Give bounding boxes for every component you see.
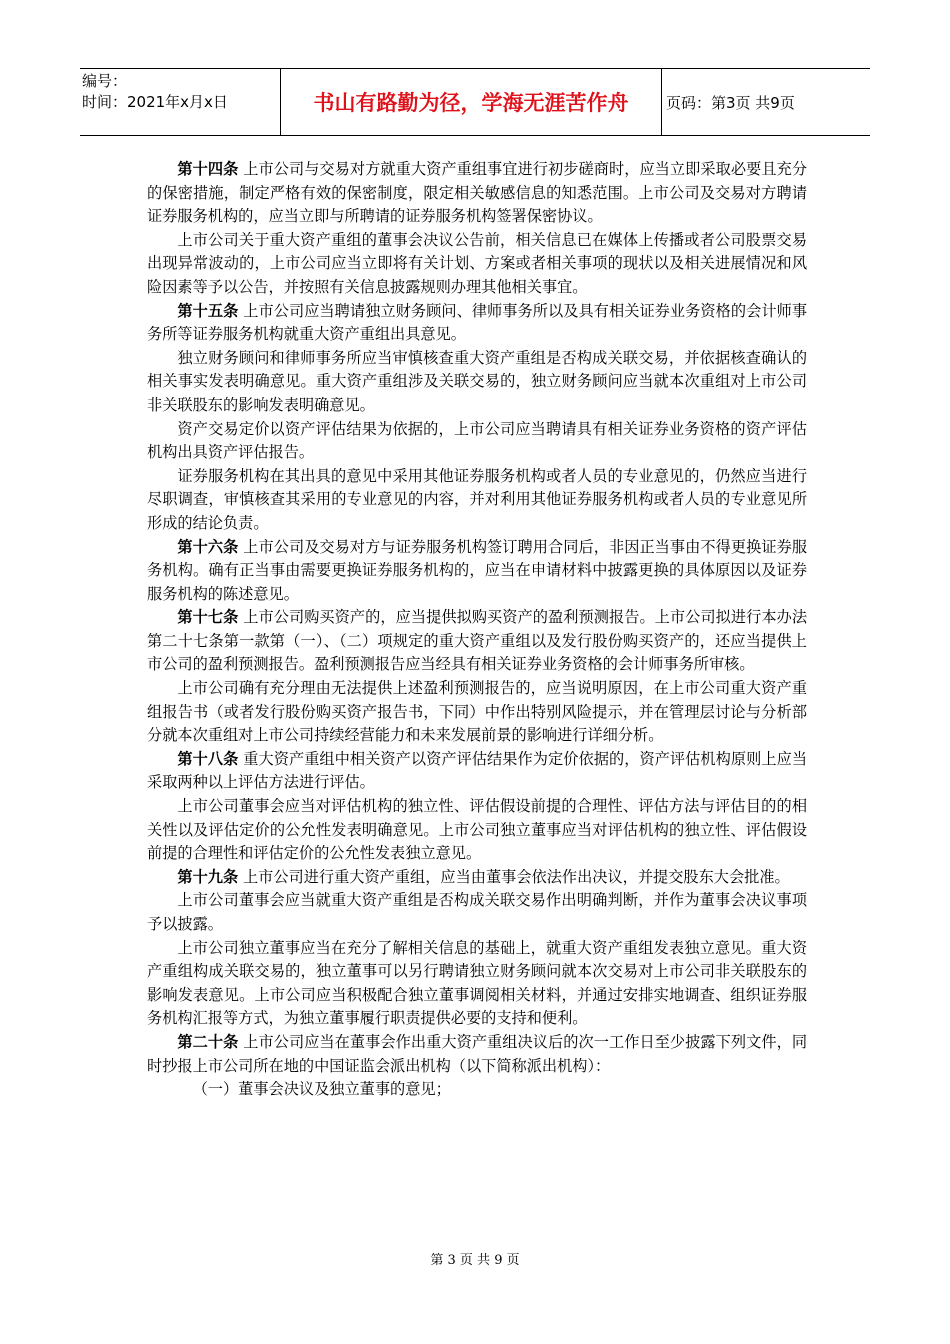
paragraph: 第十五条 上市公司应当聘请独立财务顾问、律师事务所以及具有相关证券业务资格的会计师事务所等证券服务机构就重大资产重组出具意见。 [147,301,808,344]
article-heading: 第十七条 [177,608,239,627]
paragraph: 上市公司董事会应当对评估机构的独立性、评估假设前提的合理性、评估方法与评估目的的相关性以及评估定价的公允性发表明确意见。上市公司独立董事应当对评估机构的独立性、评估假设前提的合理性和评估定价的公允性发表独立意见。 [147,797,807,863]
paragraph: 第十六条 上市公司及交易对方与证券服务机构签订聘用合同后，非因正当事由不得更换证券服务机构。确有正当事由需要更换证券服务机构的，应当在申请材料中披露更换的具体原因以及证券服务机构的陈述意见。 [147,537,808,603]
article-heading: 第十四条 [177,160,239,178]
header-page-label: 页码：第3页 共9页 [666,93,795,112]
paragraph: 资产交易定价以资产评估结果为依据的，上市公司应当聘请具有相关证券业务资格的资产评估机构出具资产评估报告。 [147,419,807,462]
paragraph: 上市公司独立董事应当在充分了解相关信息的基础上，就重大资产重组发表独立意见。重大资产重组构成关联交易的，独立董事可以另行聘请独立财务顾问就本次交易对上市公司非关联股东的影响发表意见。上市公司应当积极配合独立董事调阅相关材料，并通过安排实地调查、组织证券服务机构汇报等方式，为独立董事履行职责提供必要的支持和便利。 [147,938,807,1028]
article-heading: 第十五条 [177,301,239,320]
article-heading: 第十九条 [177,867,239,886]
list-item: （一）董事会决议及独立董事的意见； [192,1080,451,1099]
page-footer: 第 3 页 共 9 页 [430,1253,520,1268]
article-heading: 第二十条 [177,1032,239,1051]
header-motto: 书山有路勤为径，学海无涯苦作舟 [280,69,662,135]
paragraph: 第二十条 上市公司应当在董事会作出重大资产重组决议后的次一工作日至少披露下列文件，同时抄报上市公司所在地的中国证监会派出机构（以下简称派出机构）： [147,1032,808,1075]
paragraph: 独立财务顾问和律师事务所应当审慎核查重大资产重组是否构成关联交易，并依据核查确认的相关事实发表明确意见。重大资产重组涉及关联交易的，独立财务顾问应当就本次重组对上市公司非关联股东的影响发表明确意见。 [147,348,807,414]
page-header [80,68,870,136]
paragraph: 第十四条 上市公司与交易对方就重大资产重组事宜进行初步磋商时，应当立即采取必要且充分的保密措施，制定严格有效的保密制度，限定相关敏感信息的知悉范围。上市公司及交易对方聘请证券服务机构的，应当立即与所聘请的证券服务机构签署保密协议。 [147,160,808,226]
paragraph: 上市公司董事会应当就重大资产重组是否构成关联交易作出明确判断，并作为董事会决议事项予以披露。 [147,891,807,933]
header-meta [82,71,280,133]
document-number-label: 编号： [82,72,128,90]
paragraph: 证券服务机构在其出具的意见中采用其他证券服务机构或者人员的专业意见的，仍然应当进行尽职调查，审慎核查其采用的专业意见的内容，并对利用其他证券服务机构或者人员的专业意见所形成的结论负责。 [147,466,807,532]
document-date-label: 时间：2021年x月x日 [82,93,228,111]
paragraph: 上市公司确有充分理由无法提供上述盈利预测报告的，应当说明原因，在上市公司重大资产重组报告书（或者发行股份购买资产报告书，下同）中作出特别风险提示，并在管理层讨论与分析部分就本次重组对上市公司持续经营能力和未来发展前景的影响进行详细分析。 [147,679,807,745]
paragraph: 第十七条 上市公司购买资产的，应当提供拟购买资产的盈利预测报告。上市公司拟进行本办法第二十七条第一款第（一）、（二）项规定的重大资产重组以及发行股份购买资产的，还应当提供上市公司的盈利预测报告。盈利预测报告应当经具有相关证券业务资格的会计师事务所审核。 [147,608,808,674]
paragraph: 第十九条 上市公司进行重大资产重组，应当由董事会依法作出决议，并提交股东大会批准。 [177,867,790,886]
document-body [147,158,807,1102]
article-heading: 第十八条 [177,749,239,768]
paragraph: 第十八条 重大资产重组中相关资产以资产评估结果作为定价依据的，资产评估机构原则上应当采取两种以上评估方法进行评估。 [147,749,808,792]
paragraph: 上市公司关于重大资产重组的董事会决议公告前，相关信息已在媒体上传播或者公司股票交易出现异常波动的，上市公司应当立即将有关计划、方案或者相关事项的现状以及相关进展情况和风险因素等予以公告，并按照有关信息披露规则办理其他相关事宜。 [147,230,807,296]
article-heading: 第十六条 [177,537,239,556]
